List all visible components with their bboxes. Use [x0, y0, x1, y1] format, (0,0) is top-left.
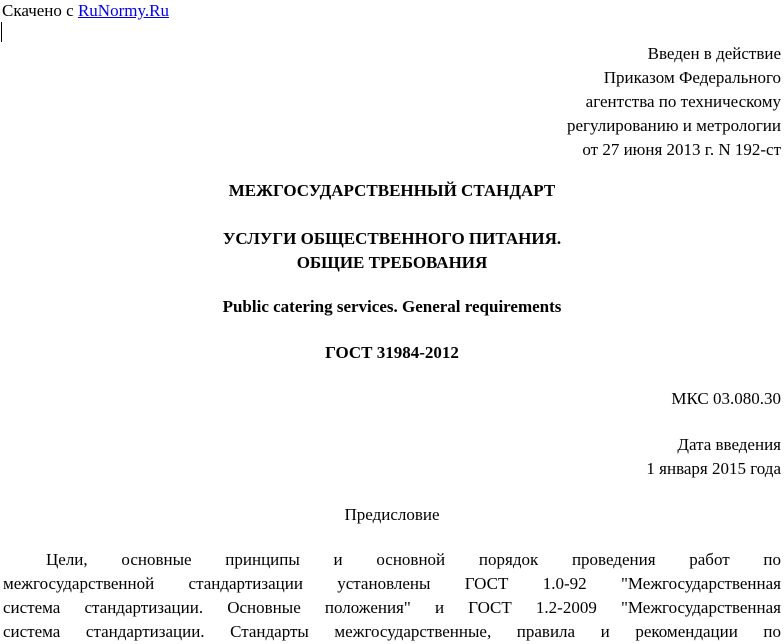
document-title — [0, 227, 784, 275]
source-prefix: Скачено с — [2, 1, 78, 20]
english-title: Public catering services. General requirements — [222, 297, 562, 316]
preface-paragraph — [3, 548, 781, 644]
source-line — [2, 0, 169, 21]
paragraph-line: система стандартизации. Основные положения" и ГОСТ 1.2-2009 "Межгосударственная — [3, 598, 781, 617]
gost-number: ГОСТ 31984-2012 — [325, 343, 459, 362]
approval-line: агентства по техническому — [585, 92, 781, 111]
approval-block — [567, 42, 781, 162]
paragraph-line: система стандартизации. Стандарты межгосударственные, правила и рекомендации по — [3, 622, 781, 641]
approval-line: Введен в действие — [647, 44, 781, 63]
mks-code: МКС 03.080.30 — [671, 389, 781, 408]
approval-line: регулированию и метрологии — [566, 116, 781, 135]
title-line: УСЛУГИ ОБЩЕСТВЕННОГО ПИТАНИЯ. — [222, 229, 562, 248]
preface-heading: Предисловие — [344, 505, 440, 524]
intro-date-block — [646, 433, 781, 481]
standard-type: МЕЖГОСУДАРСТВЕННЫЙ СТАНДАРТ — [228, 181, 556, 200]
intro-date-value: 1 января 2015 года — [646, 459, 781, 478]
source-link[interactable]: RuNormy.Ru — [77, 1, 169, 20]
approval-line: от 27 июня 2013 г. N 192-ст — [582, 140, 781, 159]
title-line: ОБЩИЕ ТРЕБОВАНИЯ — [296, 253, 488, 272]
paragraph-line: межгосударственной стандартизации установлены ГОСТ 1.0-92 "Межгосударственная — [3, 574, 781, 593]
paragraph-line: Цели, основные принципы и основной порядок проведения работ по — [46, 550, 781, 569]
approval-line: Приказом Федерального — [603, 68, 781, 87]
intro-date-label: Дата введения — [677, 435, 781, 454]
text-cursor — [1, 22, 2, 42]
